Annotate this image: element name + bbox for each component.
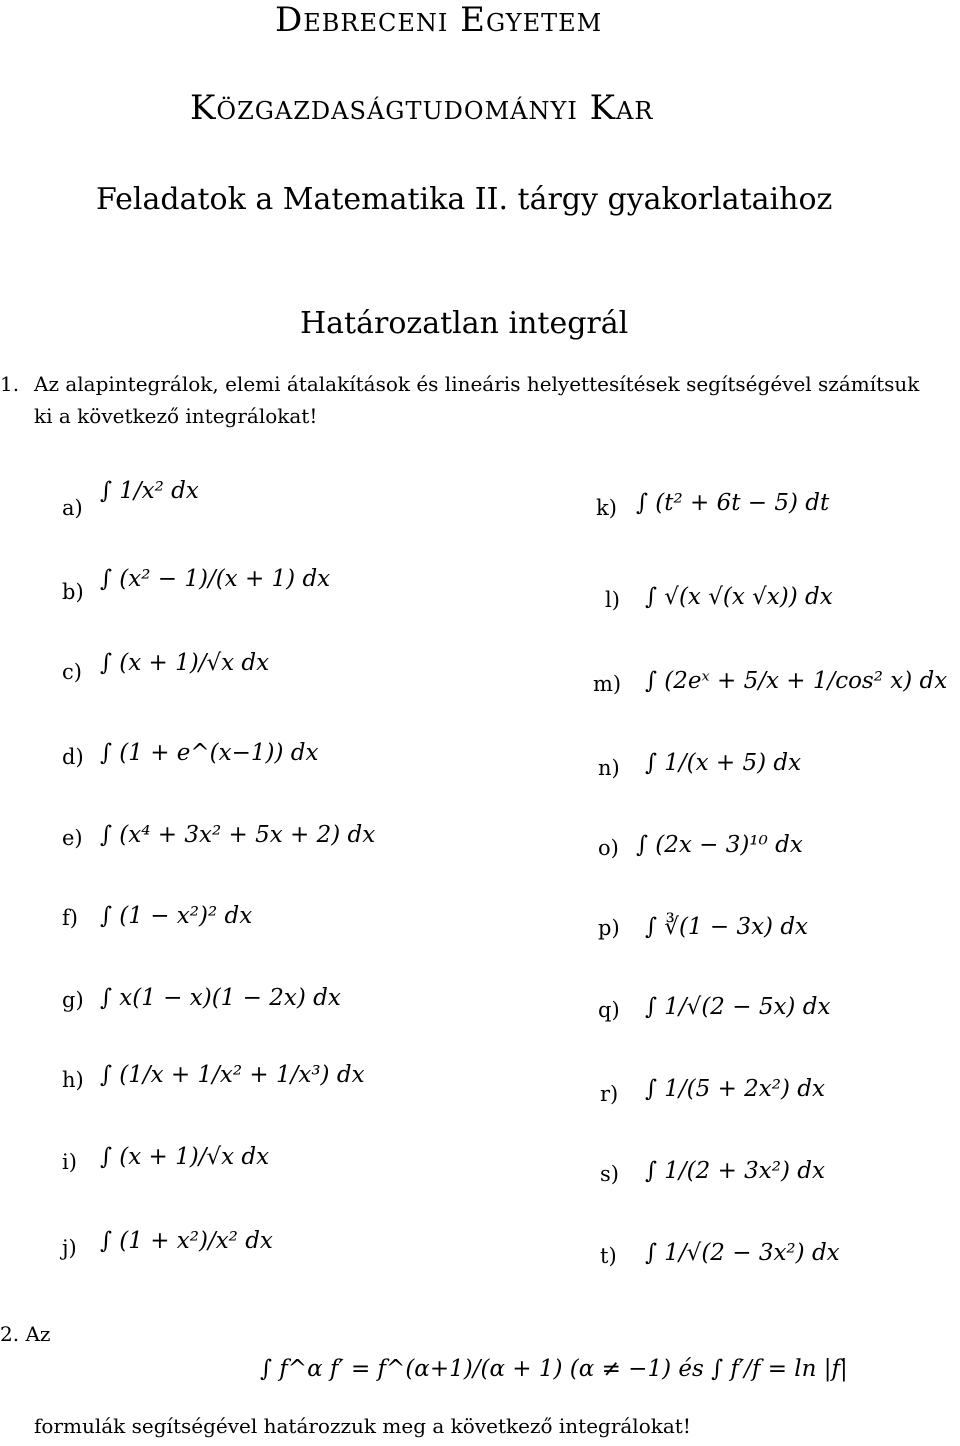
item-r-expression: ∫ 1/(5 + 2x²) dx (645, 1076, 825, 1102)
item-a-expression: ∫ 1/x² dx (100, 478, 199, 504)
item-q-expression: ∫ 1/√(2 − 5x) dx (645, 994, 831, 1020)
item-f-expression: ∫ (1 − x²)² dx (100, 903, 253, 929)
item-j-label: j) (62, 1236, 77, 1260)
item-m-label: m) (593, 672, 622, 696)
item-b-expression: ∫ (x² − 1)/(x + 1) dx (100, 566, 331, 592)
faculty-title: Közgazdaságtudományi Kar (190, 88, 654, 128)
item-t-label: t) (600, 1244, 617, 1268)
item-e-expression: ∫ (x⁴ + 3x² + 5x + 2) dx (100, 822, 376, 848)
item-k-expression: ∫ (t² + 6t − 5) dt (636, 490, 830, 516)
item-g-label: g) (62, 988, 84, 1012)
task1-text-line2: ki a következő integrálokat! (34, 404, 318, 428)
item-a-label: a) (62, 496, 83, 520)
section-title: Határozatlan integrál (300, 306, 629, 341)
item-o-label: o) (598, 836, 619, 860)
item-r-label: r) (600, 1082, 619, 1106)
item-l-expression: ∫ √(x √(x √x)) dx (645, 584, 833, 610)
item-i-label: i) (62, 1150, 77, 1174)
item-s-label: s) (600, 1162, 619, 1186)
item-g-expression: ∫ x(1 − x)(1 − 2x) dx (100, 985, 341, 1011)
task1-number: 1. (0, 372, 20, 396)
item-k-label: k) (596, 496, 617, 520)
item-n-label: n) (598, 756, 620, 780)
item-d-label: d) (62, 745, 84, 769)
item-t-expression: ∫ 1/√(2 − 3x²) dx (645, 1240, 840, 1266)
item-c-label: c) (62, 660, 82, 684)
item-c-expression: ∫ (x + 1)/√x dx (100, 650, 270, 676)
task2-intro: 2. Az (0, 1322, 51, 1346)
item-m-expression: ∫ (2eˣ + 5/x + 1/cos² x) dx (645, 668, 948, 694)
item-l-label: l) (605, 588, 620, 612)
university-title: Debreceni Egyetem (275, 0, 603, 40)
item-b-label: b) (62, 580, 84, 604)
item-o-expression: ∫ (2x − 3)¹⁰ dx (636, 832, 803, 858)
item-q-label: q) (598, 998, 620, 1022)
item-s-expression: ∫ 1/(2 + 3x²) dx (645, 1158, 825, 1184)
item-p-expression: ∫ ∛(1 − 3x) dx (645, 914, 809, 940)
item-p-label: p) (598, 916, 620, 940)
course-title: Feladatok a Matematika II. tárgy gyakorlataihoz (96, 182, 833, 217)
task2-formula: ∫ f^α f′ = f^(α+1)/(α + 1) (α ≠ −1) és ∫ f′/f = ln |f| (260, 1356, 848, 1382)
item-h-expression: ∫ (1/x + 1/x² + 1/x³) dx (100, 1062, 365, 1088)
task1-text-line1: Az alapintegrálok, elemi átalakítások és lineáris helyettesítések segítségével számítsuk (34, 372, 920, 396)
item-i-expression: ∫ (x + 1)/√x dx (100, 1144, 270, 1170)
item-f-label: f) (62, 906, 78, 930)
item-h-label: h) (62, 1068, 84, 1092)
item-j-expression: ∫ (1 + x²)/x² dx (100, 1228, 273, 1254)
item-n-expression: ∫ 1/(x + 5) dx (645, 750, 802, 776)
item-e-label: e) (62, 826, 83, 850)
item-d-expression: ∫ (1 + e^(x−1)) dx (100, 740, 319, 766)
task2-footer: formulák segítségével határozzuk meg a következő integrálokat! (34, 1414, 691, 1438)
